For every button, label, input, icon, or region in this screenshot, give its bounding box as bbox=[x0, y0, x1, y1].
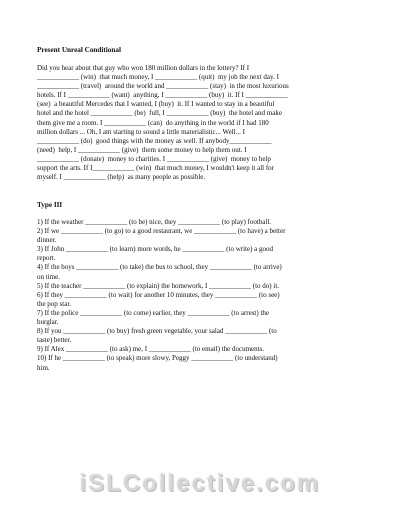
paragraph-line: ____________ (donate) money to charities. I ____________ (give) money to help bbox=[37, 154, 271, 163]
paragraph-line: support the arts. If I____________ (win) that much money, I wouldn't keep it all for bbox=[37, 164, 275, 173]
section-title-present-unreal: Present Unreal Conditional bbox=[37, 46, 121, 54]
exercise-line: 4) If the boys ____________ (to take) the bus to school, they ____________ (to arrive) bbox=[37, 263, 282, 272]
present-unreal-paragraph bbox=[37, 64, 359, 182]
paragraph-line: (see) a beautiful Mercedes that I wanted, I (buy) it. If I wanted to stay in a beautiful bbox=[37, 100, 275, 109]
exercise-line: 8) If you ____________ (to buy) fresh green vegetable, your salad ____________ (to bbox=[37, 327, 277, 336]
paragraph-line: hotels. If I ____________ (want) anything, I ____________ (buy) it. If I ____________ bbox=[37, 91, 288, 100]
paragraph-line: (need) help, I ____________ (give) them some money to help them out. I bbox=[37, 145, 247, 154]
exercise-line: the pop star. bbox=[37, 299, 72, 308]
paragraph-line: Did you hear about that guy who won 180 million dollars in the lottery? If I bbox=[37, 64, 250, 72]
exercise-line: 3) If John ____________ (to learn) more words, he ____________ (to write) a good bbox=[37, 245, 274, 254]
exercise-line: 10) If he ____________ (to speak) more slowy, Peggy ____________ (to understand) bbox=[37, 354, 278, 363]
paragraph-line: them give me a room. I ____________ (can) do anything in the world if I had 180 bbox=[37, 118, 269, 127]
exercise-line: burglar. bbox=[37, 318, 59, 327]
exercise-line: 1) If the weather ____________ (to be) nice, they ____________ (to play) football. bbox=[37, 218, 272, 226]
exercise-line: report. bbox=[37, 254, 56, 263]
exercise-line: him. bbox=[37, 363, 50, 372]
exercise-line: taste) better. bbox=[37, 336, 72, 345]
paragraph-line: million dollars ... Oh, I am starting to sound a little materialistic... Well... I bbox=[37, 127, 245, 136]
watermark-logo: iSLCollective.com bbox=[79, 470, 321, 497]
exercise-line: dinner. bbox=[37, 236, 57, 245]
exercise-line: 6) If they ____________ (to wait) for another 10 minutes, they ____________ (to see) bbox=[37, 290, 280, 299]
exercise-line: on time. bbox=[37, 272, 60, 281]
paragraph-line: ____________ (win) that much money, I ____________ (quit) my job the next day. I bbox=[37, 73, 279, 82]
paragraph-line: hotel and the hotel ____________ (be) full, I ____________ (buy) the hotel and make bbox=[37, 109, 282, 118]
paragraph-line: ____________ (do) good things with the money as well. If anybody____________ bbox=[37, 136, 272, 145]
type-iii-exercise-list bbox=[37, 218, 359, 373]
exercise-line: 9) If Alex ____________ (to ask) me, I ____________ (to email) the documents. bbox=[37, 345, 265, 354]
exercise-line: 7) If the police ____________ (to come) earlier, they ____________ (to arrest) the bbox=[37, 308, 270, 317]
exercise-line: 2) If we ____________ (to go) to a good restaurant, we ____________ (to have) a better bbox=[37, 227, 286, 236]
section-title-type-iii: Type III bbox=[37, 201, 63, 209]
paragraph-line: ____________ (travel) around the world and ____________ (stay) in the most luxurious bbox=[37, 82, 289, 91]
exercise-line: 5) If the teacher ____________ (to explain) the homework, I ____________ (to do) it. bbox=[37, 281, 280, 290]
paragraph-line: myself. I ____________ (help) as many people as possible. bbox=[37, 173, 206, 182]
